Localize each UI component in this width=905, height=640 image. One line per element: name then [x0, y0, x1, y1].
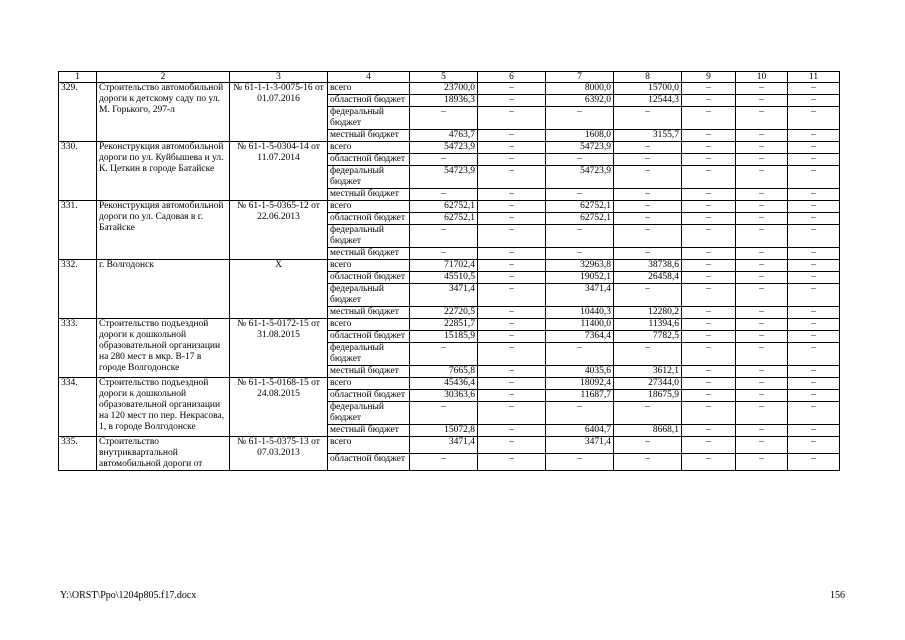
value-cell: 32963,8: [546, 260, 614, 272]
column-number-cell: 2: [97, 72, 230, 83]
funding-source-cell: областной бюджет: [328, 331, 410, 343]
value-cell: 19052,1: [546, 272, 614, 284]
value-cell: –: [736, 201, 788, 213]
table-row: [59, 260, 840, 272]
value-cell: 8000,0: [546, 83, 614, 95]
value-cell: –: [736, 437, 788, 454]
value-cell: –: [682, 260, 736, 272]
value-cell: –: [478, 272, 546, 284]
funding-source-cell: всего: [328, 437, 410, 454]
value-cell: –: [736, 284, 788, 307]
value-cell: –: [788, 189, 840, 201]
funding-source-cell: местный бюджет: [328, 366, 410, 378]
funding-source-cell: всего: [328, 142, 410, 154]
value-cell: –: [788, 307, 840, 319]
value-cell: 38738,6: [614, 260, 682, 272]
value-cell: 3155,7: [614, 130, 682, 142]
value-cell: –: [788, 213, 840, 225]
value-cell: –: [736, 260, 788, 272]
value-cell: –: [614, 142, 682, 154]
value-cell: –: [788, 437, 840, 454]
value-cell: –: [410, 154, 478, 166]
value-cell: –: [788, 107, 840, 130]
value-cell: –: [682, 454, 736, 471]
object-name-cell: г. Волгодонск: [97, 260, 230, 319]
value-cell: –: [682, 366, 736, 378]
value-cell: –: [614, 189, 682, 201]
value-cell: –: [788, 201, 840, 213]
funding-source-cell: всего: [328, 319, 410, 331]
value-cell: –: [410, 225, 478, 248]
object-name-cell: Строительство автомобильной дороги к детскому саду по ул. М. Горького, 297-л: [97, 83, 230, 142]
document-cell: № 61-1-5-0365-12 от 22.06.2013: [230, 201, 328, 260]
column-number-cell: 1: [59, 72, 97, 83]
value-cell: –: [410, 107, 478, 130]
value-cell: 15700,0: [614, 83, 682, 95]
value-cell: –: [736, 331, 788, 343]
value-cell: 6404,7: [546, 425, 614, 437]
value-cell: 30363,6: [410, 390, 478, 402]
object-name-cell: Строительство подъездной дороги к дошкольной образовательной организации на 280 мест в мкр. В-17 в городе Волгодонске: [97, 319, 230, 378]
value-cell: 26458,4: [614, 272, 682, 284]
value-cell: –: [682, 390, 736, 402]
value-cell: –: [682, 130, 736, 142]
funding-source-cell: местный бюджет: [328, 248, 410, 260]
value-cell: 3471,4: [546, 437, 614, 454]
value-cell: 11400,0: [546, 319, 614, 331]
value-cell: –: [788, 225, 840, 248]
value-cell: –: [682, 189, 736, 201]
value-cell: –: [682, 307, 736, 319]
value-cell: 10440,3: [546, 307, 614, 319]
funding-source-cell: областной бюджет: [328, 95, 410, 107]
value-cell: 3471,4: [410, 437, 478, 454]
value-cell: 22720,5: [410, 307, 478, 319]
value-cell: –: [788, 378, 840, 390]
row-number-cell: 329.: [59, 83, 97, 142]
value-cell: –: [546, 225, 614, 248]
object-name-cell: Строительство подъездной дороги к дошкольной образовательной организации на 120 мест по пер. Некрасова, 1, в городе Волгодонске: [97, 378, 230, 437]
value-cell: –: [682, 225, 736, 248]
value-cell: –: [788, 454, 840, 471]
funding-source-cell: областной бюджет: [328, 454, 410, 471]
page-number: 156: [830, 590, 845, 601]
value-cell: –: [736, 248, 788, 260]
value-cell: –: [546, 454, 614, 471]
row-number-cell: 333.: [59, 319, 97, 378]
value-cell: –: [736, 213, 788, 225]
value-cell: –: [614, 201, 682, 213]
document-cell: № 61-1-5-0375-13 от 07.03.2013: [230, 437, 328, 471]
value-cell: –: [614, 154, 682, 166]
value-cell: –: [736, 319, 788, 331]
column-number-cell: 6: [478, 72, 546, 83]
value-cell: –: [788, 142, 840, 154]
row-number-cell: 334.: [59, 378, 97, 437]
value-cell: –: [478, 331, 546, 343]
value-cell: 3471,4: [410, 284, 478, 307]
value-cell: –: [736, 343, 788, 366]
value-cell: –: [478, 284, 546, 307]
funding-source-cell: всего: [328, 201, 410, 213]
value-cell: –: [478, 343, 546, 366]
value-cell: 23700,0: [410, 83, 478, 95]
row-number-cell: 331.: [59, 201, 97, 260]
document-cell: № 61-1-5-0304-14 от 11.07.2014: [230, 142, 328, 201]
value-cell: 4763,7: [410, 130, 478, 142]
value-cell: –: [546, 189, 614, 201]
value-cell: –: [614, 343, 682, 366]
value-cell: –: [614, 166, 682, 189]
value-cell: –: [682, 272, 736, 284]
funding-source-cell: местный бюджет: [328, 425, 410, 437]
value-cell: 7782,5: [614, 331, 682, 343]
value-cell: –: [736, 225, 788, 248]
funding-source-cell: федеральный бюджет: [328, 166, 410, 189]
value-cell: –: [478, 307, 546, 319]
value-cell: 62752,1: [410, 213, 478, 225]
column-number-cell: 8: [614, 72, 682, 83]
value-cell: –: [736, 402, 788, 425]
value-cell: 3471,4: [546, 284, 614, 307]
value-cell: –: [736, 107, 788, 130]
column-number-cell: 7: [546, 72, 614, 83]
value-cell: –: [736, 154, 788, 166]
document-cell: № 61-1-1-3-0075-16 от 01.07.2016: [230, 83, 328, 142]
value-cell: 8668,1: [614, 425, 682, 437]
object-name-cell: Реконструкция автомобильной дороги по ул. Садовая в г. Батайске: [97, 201, 230, 260]
value-cell: –: [736, 454, 788, 471]
table-row: [59, 437, 840, 454]
column-number-cell: 3: [230, 72, 328, 83]
value-cell: 54723,9: [546, 142, 614, 154]
value-cell: 18936,3: [410, 95, 478, 107]
value-cell: –: [788, 366, 840, 378]
value-cell: –: [410, 343, 478, 366]
value-cell: –: [682, 248, 736, 260]
value-cell: –: [736, 130, 788, 142]
file-path: Y:\ORST\Ppo\1204p805.f17.docx: [60, 590, 197, 601]
value-cell: –: [546, 248, 614, 260]
funding-source-cell: федеральный бюджет: [328, 402, 410, 425]
value-cell: –: [478, 260, 546, 272]
funding-source-cell: областной бюджет: [328, 154, 410, 166]
value-cell: –: [736, 83, 788, 95]
value-cell: –: [478, 402, 546, 425]
value-cell: –: [788, 402, 840, 425]
value-cell: 62752,1: [546, 201, 614, 213]
value-cell: –: [614, 225, 682, 248]
value-cell: –: [788, 154, 840, 166]
value-cell: –: [736, 166, 788, 189]
object-name-cell: Реконструкция автомобильной дороги по ул. Куйбышева и ул. К. Цеткин в городе Батайске: [97, 142, 230, 201]
value-cell: –: [788, 319, 840, 331]
value-cell: –: [478, 213, 546, 225]
value-cell: –: [736, 307, 788, 319]
column-number-cell: 4: [328, 72, 410, 83]
value-cell: –: [546, 343, 614, 366]
value-cell: –: [788, 83, 840, 95]
value-cell: 62752,1: [546, 213, 614, 225]
value-cell: –: [478, 142, 546, 154]
value-cell: –: [478, 130, 546, 142]
document-cell: № 61-1-5-0172-15 от 31.08.2015: [230, 319, 328, 378]
value-cell: 3612,1: [614, 366, 682, 378]
value-cell: –: [410, 248, 478, 260]
funding-source-cell: федеральный бюджет: [328, 284, 410, 307]
value-cell: –: [736, 142, 788, 154]
value-cell: –: [682, 437, 736, 454]
value-cell: –: [614, 284, 682, 307]
value-cell: 7665,8: [410, 366, 478, 378]
value-cell: 18092,4: [546, 378, 614, 390]
value-cell: –: [736, 95, 788, 107]
column-number-cell: 9: [682, 72, 736, 83]
value-cell: –: [410, 402, 478, 425]
table-row: [59, 201, 840, 213]
funding-source-cell: местный бюджет: [328, 189, 410, 201]
value-cell: –: [682, 378, 736, 390]
value-cell: 27344,0: [614, 378, 682, 390]
row-number-cell: 332.: [59, 260, 97, 319]
value-cell: 12280,2: [614, 307, 682, 319]
value-cell: 12544,3: [614, 95, 682, 107]
value-cell: –: [682, 83, 736, 95]
funding-source-cell: местный бюджет: [328, 307, 410, 319]
value-cell: –: [478, 201, 546, 213]
value-cell: –: [788, 343, 840, 366]
object-name-cell: Строительство внутриквартальной автомобильной дороги от: [97, 437, 230, 471]
value-cell: –: [478, 366, 546, 378]
row-number-cell: 335.: [59, 437, 97, 471]
value-cell: –: [478, 437, 546, 454]
funding-source-cell: всего: [328, 260, 410, 272]
value-cell: –: [682, 343, 736, 366]
value-cell: 15185,9: [410, 331, 478, 343]
value-cell: 45510,5: [410, 272, 478, 284]
funding-source-cell: всего: [328, 83, 410, 95]
value-cell: –: [736, 272, 788, 284]
value-cell: –: [410, 189, 478, 201]
value-cell: –: [546, 154, 614, 166]
value-cell: –: [682, 95, 736, 107]
funding-source-cell: всего: [328, 378, 410, 390]
value-cell: –: [478, 225, 546, 248]
document-cell: № 61-1-5-0168-15 от 24.08.2015: [230, 378, 328, 437]
value-cell: –: [614, 107, 682, 130]
value-cell: –: [788, 331, 840, 343]
value-cell: –: [478, 95, 546, 107]
value-cell: –: [682, 166, 736, 189]
table-row: [59, 83, 840, 95]
value-cell: –: [478, 425, 546, 437]
value-cell: 6392,0: [546, 95, 614, 107]
value-cell: 22851,7: [410, 319, 478, 331]
value-cell: –: [682, 154, 736, 166]
funding-source-cell: областной бюджет: [328, 272, 410, 284]
value-cell: –: [614, 248, 682, 260]
value-cell: –: [682, 284, 736, 307]
value-cell: –: [682, 107, 736, 130]
value-cell: –: [682, 331, 736, 343]
column-number-cell: 11: [788, 72, 840, 83]
table-row: [59, 319, 840, 331]
value-cell: –: [682, 213, 736, 225]
value-cell: –: [788, 130, 840, 142]
value-cell: –: [478, 154, 546, 166]
value-cell: 11687,7: [546, 390, 614, 402]
value-cell: –: [478, 166, 546, 189]
value-cell: –: [478, 83, 546, 95]
value-cell: –: [478, 248, 546, 260]
table-row: [59, 142, 840, 154]
funding-source-cell: федеральный бюджет: [328, 107, 410, 130]
value-cell: –: [788, 390, 840, 402]
document-cell: Х: [230, 260, 328, 319]
value-cell: –: [788, 260, 840, 272]
value-cell: –: [682, 425, 736, 437]
value-cell: –: [614, 437, 682, 454]
funding-source-cell: федеральный бюджет: [328, 343, 410, 366]
value-cell: –: [478, 319, 546, 331]
value-cell: 11394,6: [614, 319, 682, 331]
funding-source-cell: местный бюджет: [328, 130, 410, 142]
value-cell: –: [478, 390, 546, 402]
value-cell: 4035,6: [546, 366, 614, 378]
value-cell: 62752,1: [410, 201, 478, 213]
value-cell: –: [736, 189, 788, 201]
value-cell: –: [788, 284, 840, 307]
column-number-cell: 10: [736, 72, 788, 83]
value-cell: –: [788, 272, 840, 284]
value-cell: 7364,4: [546, 331, 614, 343]
value-cell: –: [478, 189, 546, 201]
value-cell: –: [478, 454, 546, 471]
value-cell: –: [736, 366, 788, 378]
funding-source-cell: областной бюджет: [328, 213, 410, 225]
budget-table: [58, 71, 840, 471]
value-cell: –: [410, 454, 478, 471]
value-cell: 54723,9: [546, 166, 614, 189]
value-cell: –: [736, 425, 788, 437]
value-cell: 71702,4: [410, 260, 478, 272]
funding-source-cell: федеральный бюджет: [328, 225, 410, 248]
value-cell: 18675,9: [614, 390, 682, 402]
value-cell: –: [614, 213, 682, 225]
value-cell: –: [682, 201, 736, 213]
value-cell: –: [546, 402, 614, 425]
value-cell: 45436,4: [410, 378, 478, 390]
value-cell: –: [478, 378, 546, 390]
value-cell: –: [478, 107, 546, 130]
value-cell: 1608,0: [546, 130, 614, 142]
value-cell: –: [788, 425, 840, 437]
table-row: [59, 378, 840, 390]
value-cell: –: [682, 402, 736, 425]
column-number-row: [59, 72, 840, 83]
value-cell: –: [682, 319, 736, 331]
value-cell: –: [614, 454, 682, 471]
value-cell: –: [546, 107, 614, 130]
value-cell: –: [788, 166, 840, 189]
funding-source-cell: областной бюджет: [328, 390, 410, 402]
value-cell: –: [736, 390, 788, 402]
value-cell: 54723,9: [410, 142, 478, 154]
value-cell: –: [736, 378, 788, 390]
value-cell: –: [788, 95, 840, 107]
value-cell: –: [788, 248, 840, 260]
value-cell: –: [614, 402, 682, 425]
column-number-cell: 5: [410, 72, 478, 83]
value-cell: 15072,8: [410, 425, 478, 437]
value-cell: 54723,9: [410, 166, 478, 189]
value-cell: –: [682, 142, 736, 154]
row-number-cell: 330.: [59, 142, 97, 201]
